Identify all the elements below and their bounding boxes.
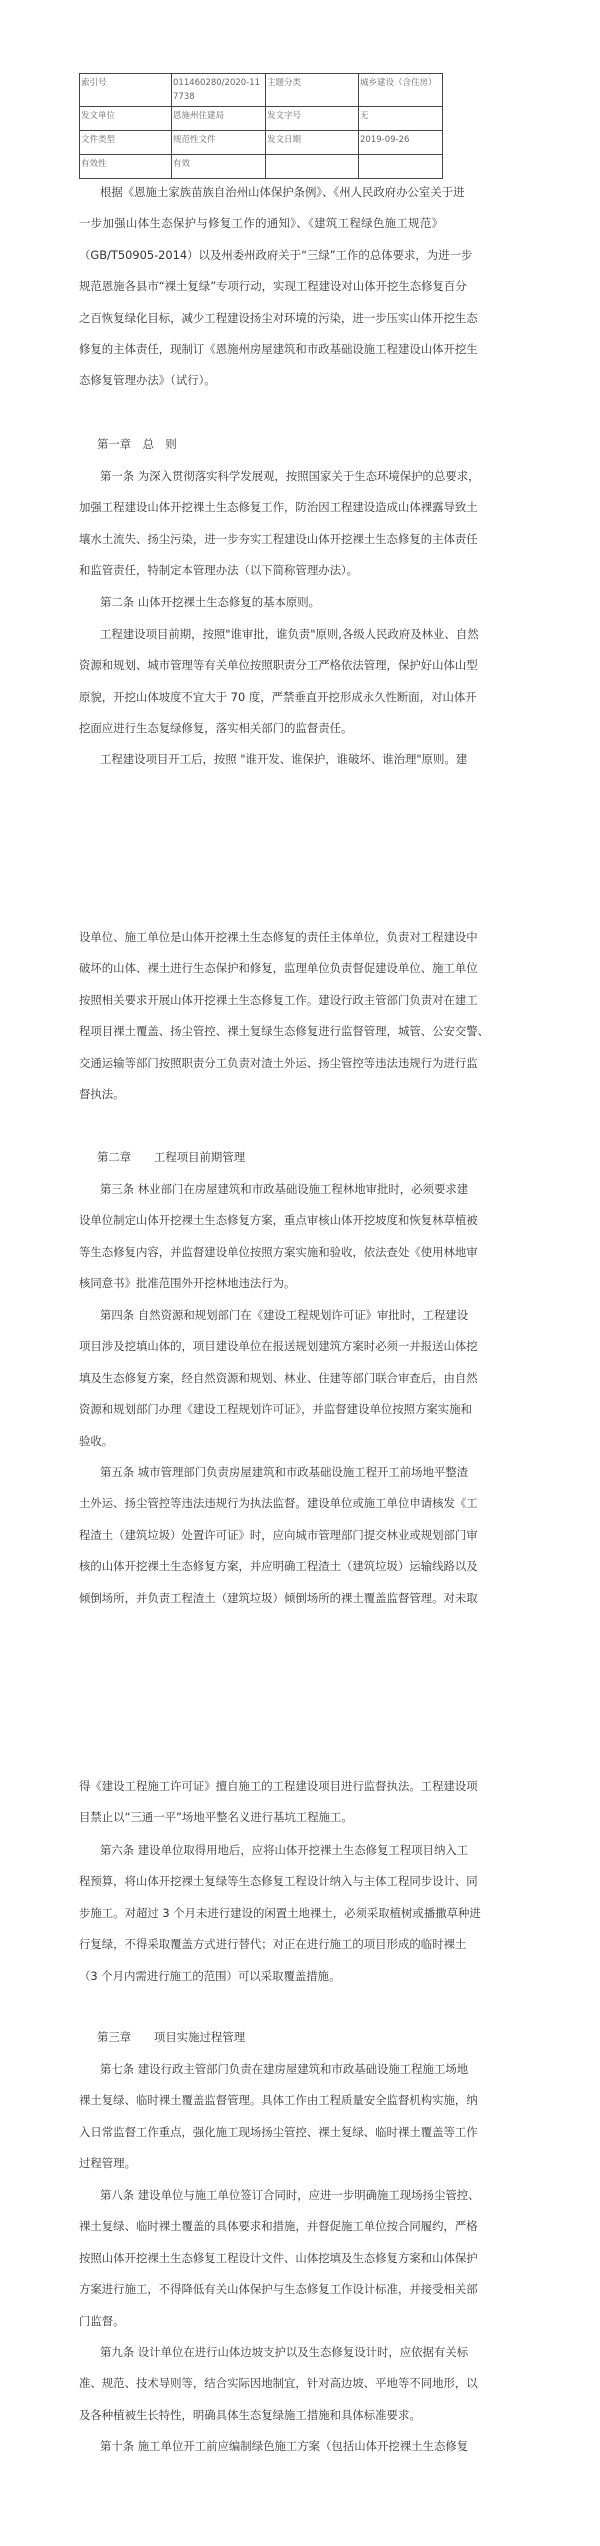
paragraph-line: （GB/T50905-2014）以及州委州政府关于“三绿”工作的总体要求，为进一步 (79, 247, 473, 262)
paragraph (79, 619, 479, 745)
paragraph-line: 倾倒场所，并负责工程渣土（建筑垃圾）倾倒场所的裸土覆盖监督管理。对未取 (79, 1590, 478, 1605)
paragraph (79, 1300, 478, 1457)
paragraph-line: 一步加强山体生态保护与修复工作的通知》、《建筑工程绿色施工规范》 (79, 216, 443, 231)
paragraph (79, 1174, 478, 1300)
metadata-label-cell: 主题分类 (266, 74, 359, 107)
paragraph (79, 922, 490, 1110)
metadata-value-cell: 恩施州住建局 (172, 107, 266, 131)
paragraph (79, 1835, 481, 1992)
paragraph-line: 设单位、施工单位是山体开挖裸土生态修复的责任主体单位，负责对工程建设中 (79, 930, 478, 944)
chapter-heading (79, 2022, 443, 2053)
metadata-label-cell: 发文单位 (80, 107, 172, 131)
metadata-label-cell: 索引号 (80, 74, 172, 107)
metadata-label-cell: 有效性 (80, 155, 172, 179)
chapter-heading (79, 429, 443, 460)
paragraph-line: 按照相关要求开展山体开挖裸土生态修复工作。建设行政主管部门负责对在建工 (79, 992, 478, 1007)
paragraph-line: 准、规范、技术导则等，结合实际因地制宜，针对高边坡、平地等不同地形，以 (79, 2376, 478, 2391)
paragraph-line: 修复的主体责任，现制订《恩施州房屋建筑和市政基础设施工程建设山体开挖生 (79, 341, 478, 356)
metadata-row (80, 74, 443, 107)
paragraph-line: 第三条 林业部门在房屋建筑和市政基础设施工程林地审批时，必须要求建 (100, 1182, 469, 1196)
paragraph-line: 填及生态修复方案，经自然资源和规划、林业、住建等部门联合审查后，由自然 (79, 1370, 478, 1385)
paragraph-line: 壤水土流失、扬尘污染，进一步夯实工程建设山体开挖裸土生态修复的主体责任 (79, 531, 478, 546)
paragraph (79, 2180, 480, 2337)
metadata-value-cell: 规范性文件 (172, 131, 266, 155)
chapter-heading (79, 1142, 443, 1173)
paragraph (79, 587, 443, 618)
metadata-label-cell (266, 155, 359, 179)
paragraph-line: 交通运输等部门按照职责分工负责对渣土外运、扬尘管控等违法违规行为进行监 (79, 1055, 478, 1070)
paragraph-line: 核同意书》批准范围外开挖林地违法行为。 (79, 1276, 296, 1291)
paragraph-line: 第四条 自然资源和规划部门在《建设工程规划许可证》审批时，工程建设 (100, 1308, 469, 1322)
paragraph (79, 177, 478, 397)
document-metadata-table (79, 73, 443, 179)
paragraph-line: 目禁止以“三通一平”场地平整名义进行基坑工程施工。 (79, 1810, 353, 1825)
paragraph-line: 入日常监督工作重点，强化施工现场扬尘管控、裸土复绿、临时裸土覆盖等工作 (79, 2124, 478, 2139)
paragraph (79, 2337, 478, 2431)
paragraph-line: 和监管责任，特制定本管理办法（以下简称管理办法）。 (79, 563, 359, 578)
metadata-label-cell: 发文日期 (266, 131, 359, 155)
paragraph-line: 及各种植被生长特性，明确具体生态复绿施工措施和具体标准要求。 (79, 2407, 421, 2422)
paragraph-line: 设单位制定山体开挖裸土生态修复方案，重点审核山体开挖坡度和恢复林草植被 (79, 1213, 478, 1228)
paragraph-line: 裸土复绿、临时裸土覆盖的具体要求和措施，并督促施工单位按合同履约，严格 (79, 2219, 478, 2234)
metadata-value-cell (359, 155, 443, 179)
paragraph-line: 得《建设工程施工许可证》擅自施工的工程建设项目进行监督执法。工程建设项 (79, 1779, 478, 1793)
paragraph-line: 验收。 (79, 1433, 114, 1448)
chapter-title: 第二章 工程项目前期管理 (97, 1150, 246, 1164)
paragraph-line: 态修复管理办法》（试行）。 (79, 373, 216, 388)
paragraph (79, 2054, 478, 2180)
metadata-label-cell: 发文字号 (266, 107, 359, 131)
metadata-row (80, 131, 443, 155)
metadata-label-cell: 文件类型 (80, 131, 172, 155)
metadata-value-cell: 2019-09-26 (359, 131, 443, 155)
paragraph (79, 1771, 478, 1834)
paragraph-line: 程预算，将山体开挖裸土复绿等生态修复工程设计纳入与主体工程同步设计、同 (79, 1874, 478, 1889)
paragraph-line: 第五条 城市管理部门负责房屋建筑和市政基础设施工程开工前场地平整渣 (100, 1465, 469, 1479)
paragraph-line: 过程管理。 (79, 2156, 136, 2171)
metadata-value-cell: 城乡建设（含住房） (359, 74, 443, 107)
paragraph-line: 行复绿，不得采取覆盖方式进行替代；对正在进行施工的项目形成的临时裸土 (79, 1937, 467, 1952)
paragraph-line: （3 个月内需进行施工的范围）可以采取覆盖措施。 (79, 1968, 341, 1983)
paragraph-line: 破坏的山体、裸土进行生态保护和修复，监理单位负责督促建设单位、施工单位 (79, 961, 478, 976)
paragraph-line: 程项目裸土覆盖、扬尘管控、裸土复绿生态修复进行监督管理，城管、公安交警、 (79, 1024, 490, 1039)
paragraph-line: 核的山体开挖裸土生态修复方案，并应明确工程渣土（建筑垃圾）运输线路以及 (79, 1559, 478, 1574)
paragraph-line: 挖面应进行生态复绿修复，落实相关部门的监督责任。 (79, 721, 353, 736)
paragraph (79, 1457, 478, 1614)
paragraph (79, 2431, 469, 2462)
paragraph-line: 第二条 山体开挖裸土生态修复的基本原则。 (100, 595, 321, 609)
paragraph-line: 督执法。 (79, 1086, 125, 1101)
paragraph-line: 之百恢复绿化目标，减少工程建设扬尘对环境的污染，进一步压实山体开挖生态 (79, 310, 478, 325)
paragraph-line: 原貌，开挖山体坡度不宜大于 70 度，严禁垂直开挖形成永久性断面，对山体开 (79, 689, 477, 704)
paragraph-line: 工程建设项目开工后，按照 "谁开发、谁保护，谁破坏、谁治理"原则。建 (100, 752, 468, 766)
metadata-value-cell: 无 (359, 107, 443, 131)
chapter-title: 第三章 项目实施过程管理 (97, 2030, 246, 2044)
paragraph-line: 第十条 施工单位开工前应编制绿色施工方案（包括山体开挖裸土生态修复 (100, 2439, 469, 2453)
metadata-row (80, 107, 443, 131)
paragraph-line: 等生态修复内容，并监督建设单位按照方案实施和验收，依法查处《使用林地审 (79, 1244, 478, 1259)
paragraph-line: 第八条 建设单位与施工单位签订合同时，应进一步明确施工现场扬尘管控、 (100, 2188, 480, 2202)
paragraph-line: 按照山体开挖裸土生态修复工程设计文件、山体挖填及生态修复方案和山体保护 (79, 2250, 478, 2265)
paragraph-line: 加强工程建设山体开挖裸土生态修复工作，防治因工程建设造成山体裸露导致土 (79, 500, 478, 515)
paragraph-line: 第九条 设计单位在进行山体边坡支护以及生态修复设计时，应依据有关标 (100, 2345, 469, 2359)
paragraph-line: 资源和规划部门办理《建设工程规划许可证》，并监督建设单位按照方案实施和 (79, 1402, 472, 1417)
paragraph-line: 门监督。 (79, 2313, 125, 2328)
paragraph-line: 资源和规划、城市管理等有关单位按照职责分工严格依法管理，保护好山体山型 (79, 658, 478, 673)
metadata-value-cell: 有效 (172, 155, 266, 179)
paragraph-line: 程渣土（建筑垃圾）处置许可证》时，应向城市管理部门提交林业或规划部门审 (79, 1527, 478, 1542)
chapter-title: 第一章 总 则 (97, 437, 177, 451)
paragraph (79, 744, 468, 775)
metadata-value-cell: 011460280/2020-117738 (172, 74, 266, 107)
paragraph-line: 步施工。对超过 3 个月未进行建设的闲置土地裸土，必须采取植树或播撒草种进 (79, 1905, 481, 1920)
paragraph-line: 第六条 建设单位取得用地后，应将山体开挖裸土生态修复工程项目纳入工 (100, 1843, 469, 1857)
paragraph-line: 规范恩施各县市“裸土复绿”专项行动，实现工程建设对山体开挖生态修复百分 (79, 279, 467, 294)
paragraph-line: 土外运、扬尘管控等违法违规行为执法监督。建设单位或施工单位申请核发《工 (79, 1496, 478, 1511)
paragraph (79, 461, 480, 587)
metadata-row (80, 155, 443, 179)
paragraph-line: 裸土复绿、临时裸土覆盖监督管理。具体工作由工程质量安全监督机构实施，纳 (79, 2093, 478, 2108)
paragraph-line: 工程建设项目前期，按照"谁审批，谁负责"原则,各级人民政府及林业、自然 (100, 627, 479, 641)
paragraph-line: 方案进行施工，不得降低有关山体保护与生态修复工作设计标准，并接受相关部 (79, 2282, 478, 2297)
paragraph-line: 第一条 为深入贯彻落实科学发展观，按照国家关于生态环境保护的总要求， (100, 469, 480, 483)
paragraph-line: 项目涉及挖填山体的，项目建设单位在报送规划建筑方案时必须一并报送山体挖 (79, 1339, 478, 1354)
paragraph-line: 根据《恩施土家族苗族自治州山体保护条例》、《州人民政府办公室关于进 (100, 185, 465, 199)
paragraph-line: 第七条 建设行政主管部门负责在建房屋建筑和市政基础设施工程施工场地 (100, 2062, 469, 2076)
